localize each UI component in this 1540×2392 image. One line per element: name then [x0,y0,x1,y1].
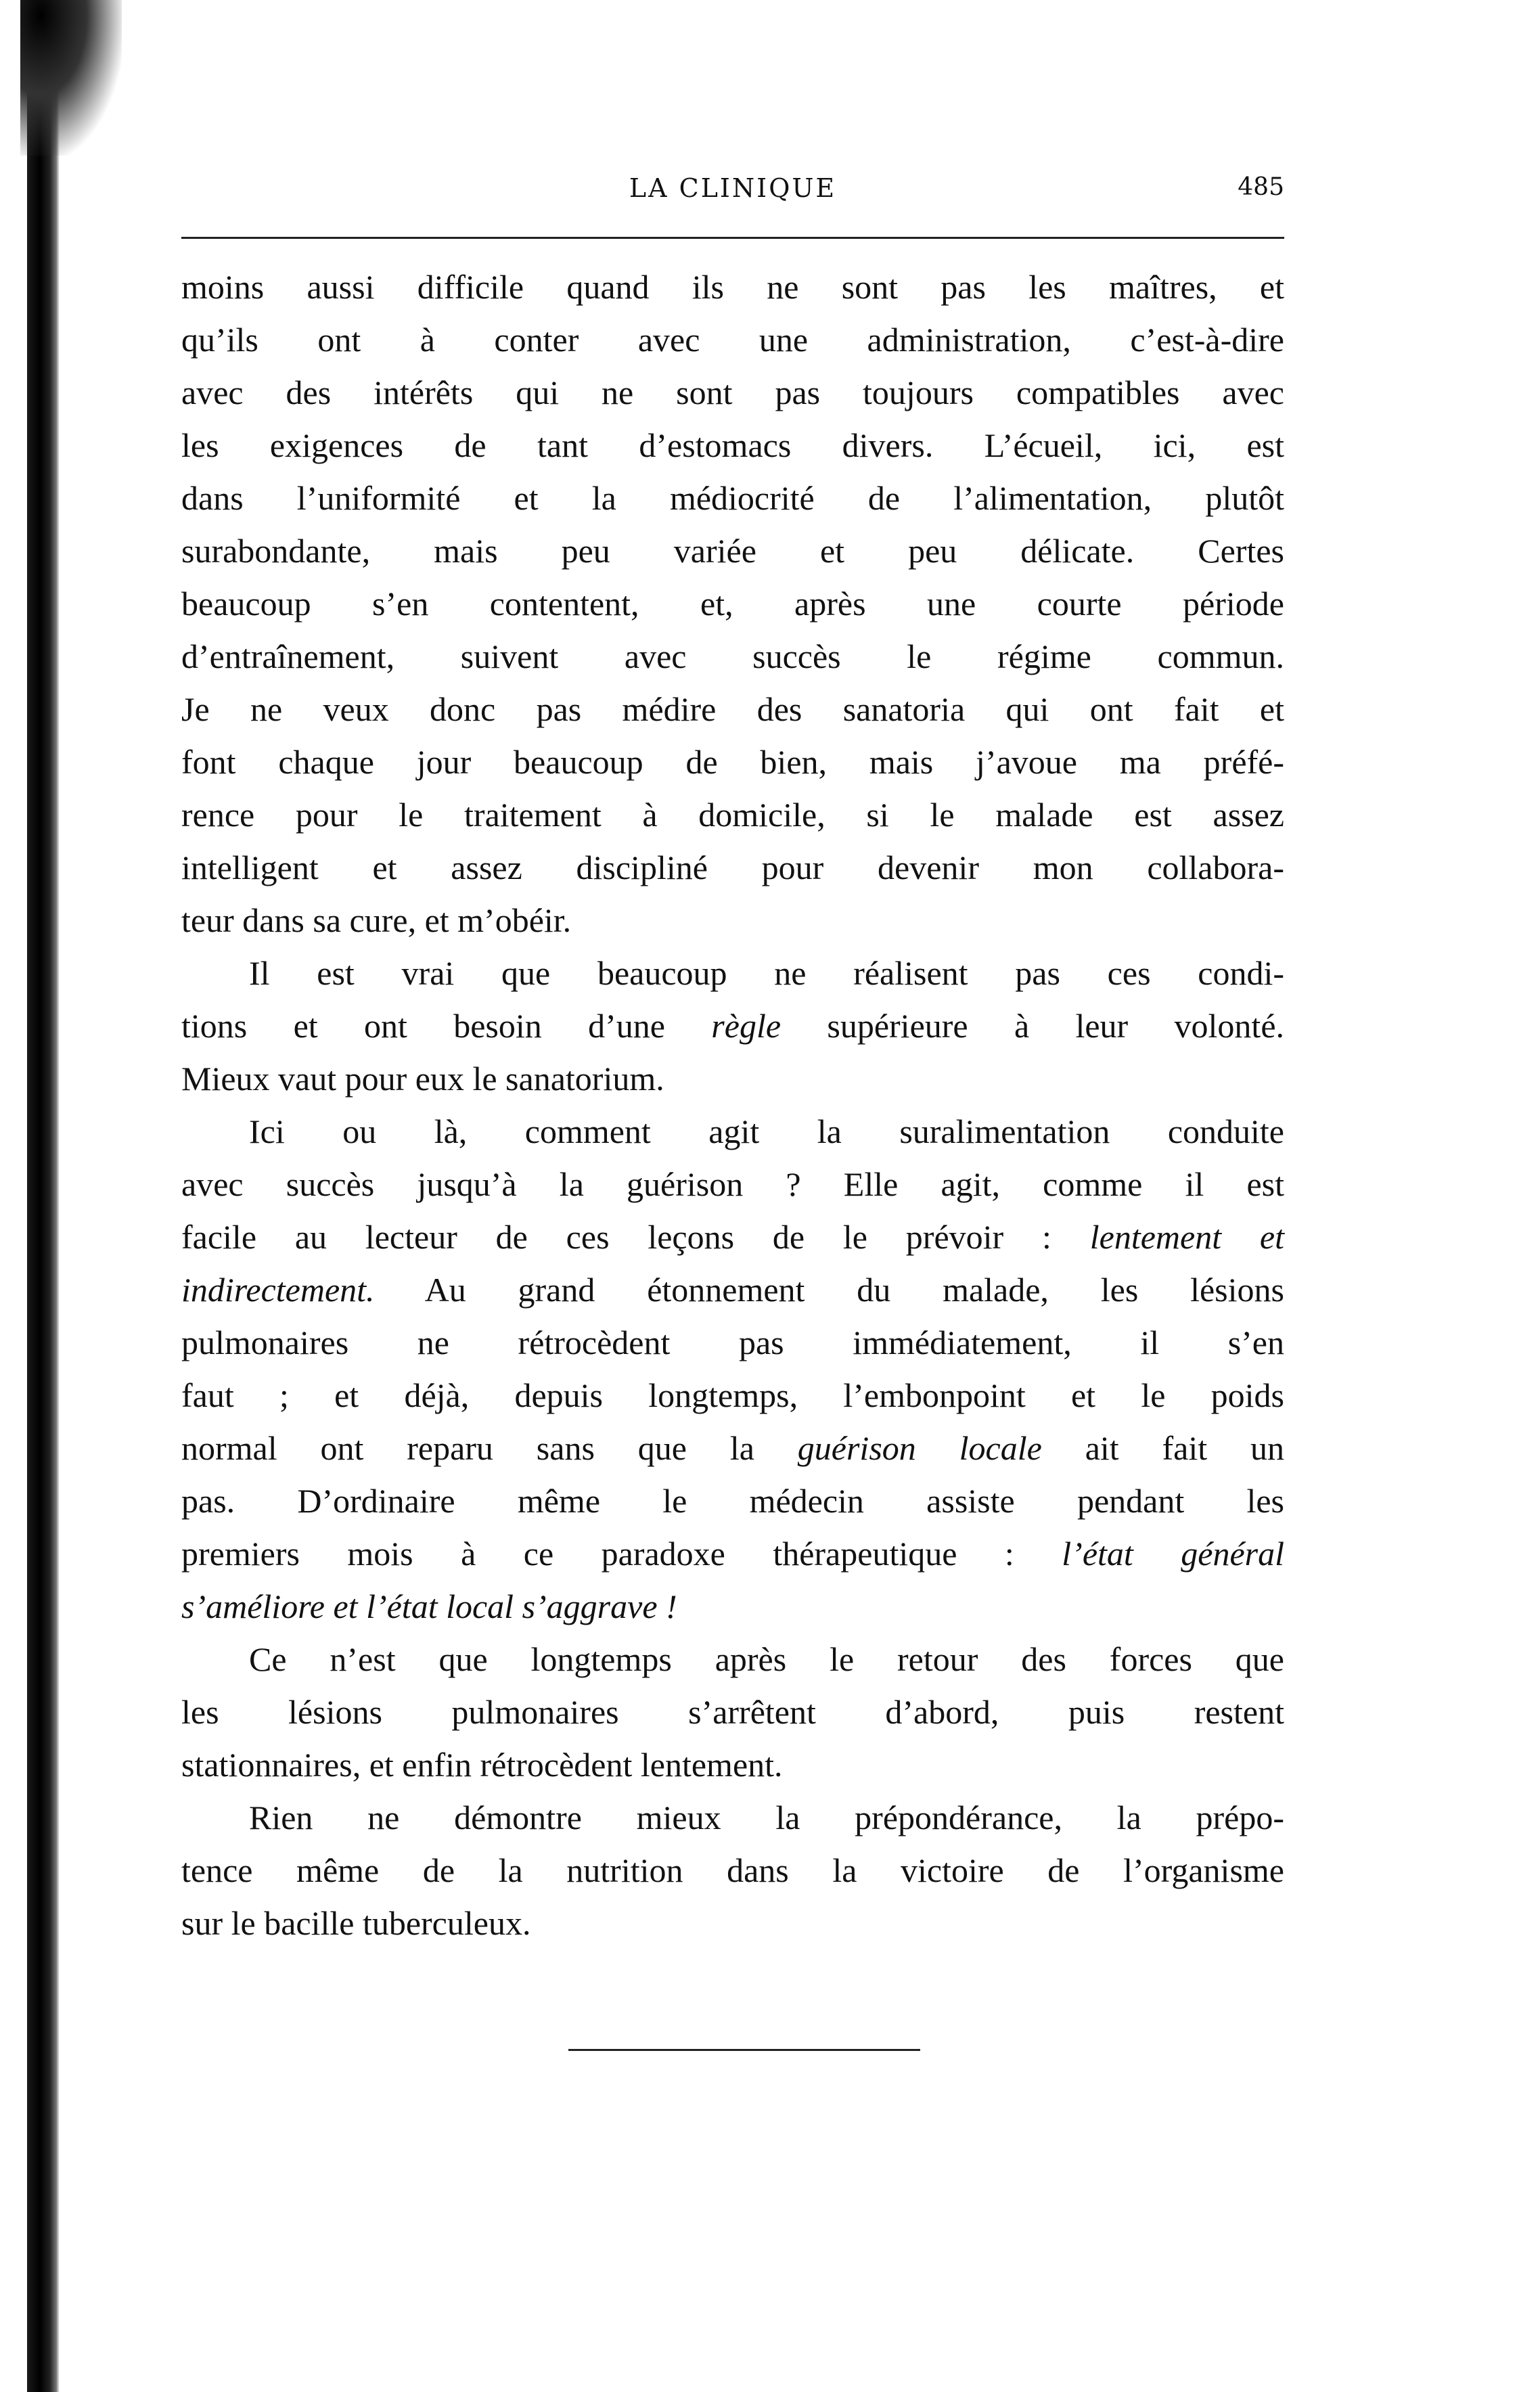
text-run: facile au lecteur de ces leçons de le prévoir : [181,1218,1051,1256]
text-line: surabondante, mais peu variée et peu délicate. Certes [181,532,1284,570]
text-line: avec des intérêts qui ne sont pas toujours compatibles avec [181,374,1284,411]
text-line: pulmonaires ne rétrocèdent pas immédiatement, il s’en [181,1324,1284,1361]
text-line: les lésions pulmonaires s’arrêtent d’abord, puis restent [181,1693,1284,1731]
scan-corner-shadow [20,0,122,156]
italic-text: l’état général [1062,1535,1285,1573]
text-line [181,1580,1284,1633]
text-line [181,1211,1284,1263]
text-line: Ici ou là, comment agit la suralimentation conduite [249,1112,1284,1150]
text-line: pas. D’ordinaire même le médecin assiste pendant les [181,1482,1284,1520]
text-line: moins aussi difficile quand ils ne sont pas les maîtres, et [181,268,1284,306]
italic-text: s’améliore et l’état local s’aggrave ! [181,1587,677,1625]
text-run: ait fait un [1085,1429,1285,1467]
text-line [181,1422,1284,1474]
text-run: normal ont reparu sans que la [181,1429,754,1467]
text-line: sur le bacille tuberculeux. [181,1904,531,1942]
body-text [181,261,1284,1949]
text-line: tence même de la nutrition dans la victoire de l’organisme [181,1851,1284,1889]
text-line: Il est vrai que beaucoup ne réalisent pas ces condi- [249,954,1284,992]
text-line: rence pour le traitement à domicile, si le malade est assez [181,796,1284,834]
text-run: tions et ont besoin d’une [181,1007,665,1045]
text-line: font chaque jour beaucoup de bien, mais j’avoue ma préfé- [181,743,1284,781]
text-line [181,999,1284,1052]
italic-text: règle [711,1007,782,1045]
text-line [181,1263,1284,1316]
text-line: beaucoup s’en contentent, et, après une courte période [181,585,1284,623]
text-line: Ce n’est que longtemps après le retour des forces que [249,1640,1284,1678]
page-number: 485 [1238,173,1284,201]
running-title: LA CLINIQUE [629,173,837,203]
text-run: supérieure à leur volonté. [827,1007,1285,1045]
text-line: d’entraînement, suivent avec succès le régime commun. [181,637,1284,675]
page-header [181,173,1284,214]
book-spine-shadow [27,0,60,2392]
text-run: premiers mois à ce paradoxe thérapeutique : [181,1535,1014,1573]
text-line: Mieux vaut pour eux le sanatorium. [181,1060,664,1098]
text-line: qu’ils ont à conter avec une administration, c’est-à-dire [181,321,1284,359]
text-line: avec succès jusqu’à la guérison ? Elle agit, comme il est [181,1165,1284,1203]
text-line: dans l’uniformité et la médiocrité de l’alimentation, plutôt [181,479,1284,517]
text-line: Rien ne démontre mieux la prépondérance, la prépo- [249,1799,1284,1836]
text-line: faut ; et déjà, depuis longtemps, l’embonpoint et le poids [181,1376,1284,1414]
text-run: Au grand étonnement du malade, les lésions [424,1271,1284,1309]
italic-text: lentement et [1089,1218,1284,1256]
text-line: les exigences de tant d’estomacs divers. L’écueil, ici, est [181,426,1284,464]
text-line: intelligent et assez discipliné pour devenir mon collabora- [181,849,1284,886]
text-line [181,1527,1284,1580]
text-line: teur dans sa cure, et m’obéir. [181,901,572,939]
closing-rule [568,2049,920,2051]
header-rule [181,237,1284,239]
text-line: Je ne veux donc pas médire des sanatoria qui ont fait et [181,690,1284,728]
italic-text: indirectement. [181,1271,375,1309]
text-line: stationnaires, et enfin rétrocèdent lentement. [181,1746,783,1784]
italic-text: guérison locale [797,1429,1042,1467]
